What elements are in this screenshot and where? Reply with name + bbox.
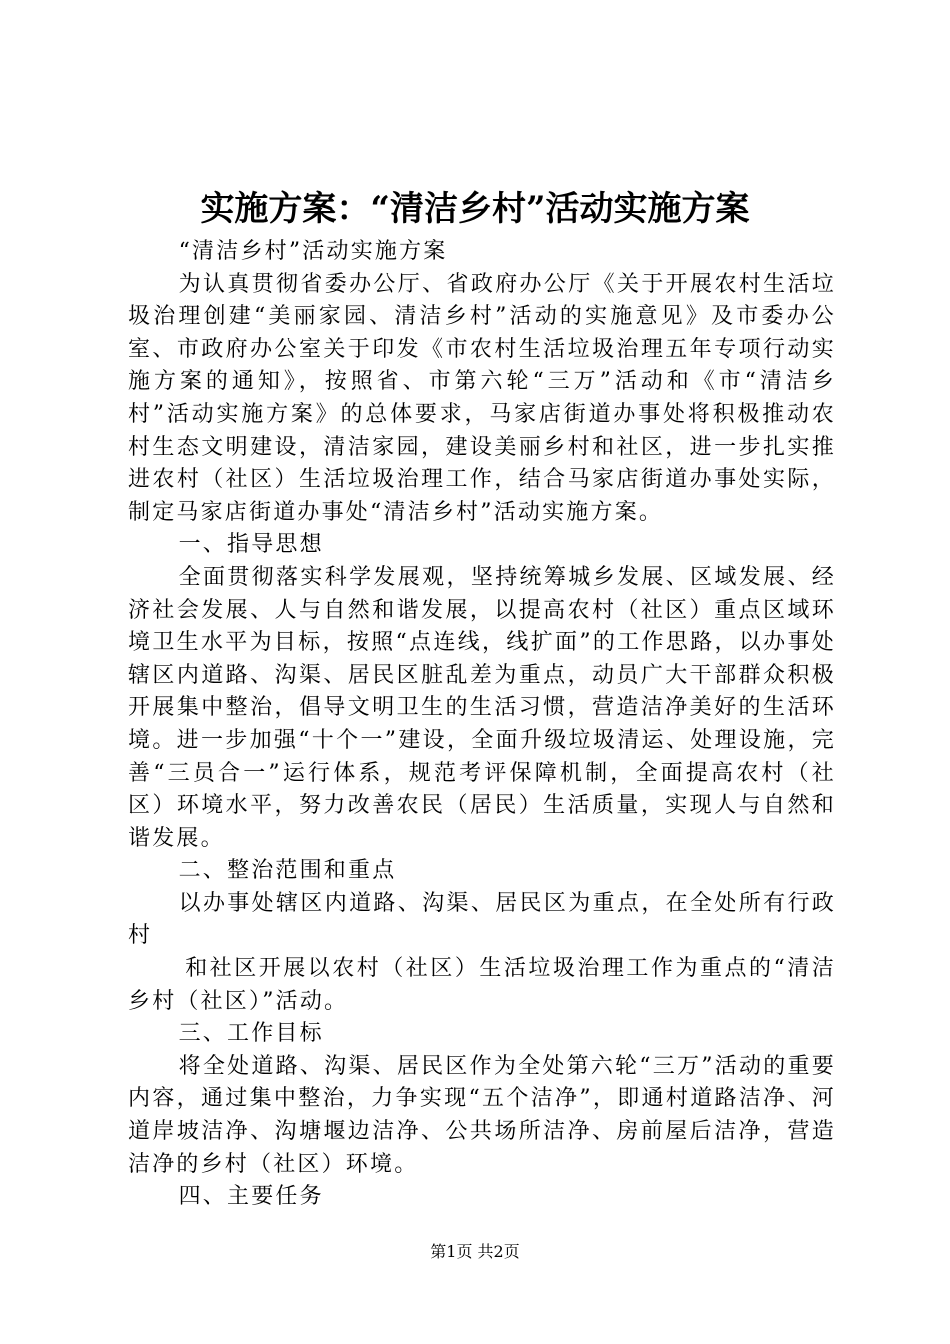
goals-paragraph: 将全处道路、沟渠、居民区作为全处第六轮“三万”活动的重要内容，通过集中整治，力争实现“五个洁净”，即通村道路洁净、河道岸坡洁净、沟塘堰边洁净、公共场所洁净、房前屋后洁净，营造洁净的乡村（社区）环境。 xyxy=(128,1053,836,1177)
document-title: 实施方案：“清洁乡村”活动实施方案 xyxy=(200,189,750,229)
section-heading-main-tasks: 四、主要任务 xyxy=(178,1184,324,1210)
document-subtitle: “清洁乡村”活动实施方案 xyxy=(178,239,448,264)
intro-paragraph: 为认真贯彻省委办公厅、省政府办公厅《关于开展农村生活垃圾治理创建“美丽家园、清洁乡村”活动的实施意见》及市委办公室、市政府办公室关于印发《市农村生活垃圾治理五年专项行动实施方案的通知》，按照省、市第六轮“三万”活动和《市“清洁乡村”活动实施方案》的总体要求，马家店街道办事处将积极推动农村生态文明建设，清洁家园，建设美丽乡村和社区，进一步扎实推进农村（社区）生活垃圾治理工作，结合马家店街道办事处实际，制定马家店街道办事处“清洁乡村”活动实施方案。 xyxy=(128,271,836,525)
document-body xyxy=(128,236,836,1214)
page-footer: 第1页 共2页 xyxy=(430,1242,520,1261)
scope-paragraph-part-2: 和社区开展以农村（社区）生活垃圾治理工作为重点的“清洁乡村（社区）”活动。 xyxy=(128,956,836,1014)
scope-paragraph-part-1: 以办事处辖区内道路、沟渠、居民区为重点，在全处所有行政村 xyxy=(128,890,836,949)
section-heading-scope: 二、整治范围和重点 xyxy=(178,858,397,884)
section-heading-goals: 三、工作目标 xyxy=(178,1021,324,1047)
section-heading-guiding-ideology: 一、指导思想 xyxy=(178,532,324,558)
guiding-ideology-paragraph: 全面贯彻落实科学发展观，坚持统筹城乡发展、区域发展、经济社会发展、人与自然和谐发展，以提高农村（社区）重点区域环境卫生水平为目标，按照“点连线，线扩面”的工作思路，以办事处辖区内道路、沟渠、居民区脏乱差为重点，动员广大干部群众积极开展集中整治，倡导文明卫生的生活习惯，营造洁净美好的生活环境。进一步加强“十个一”建设，全面升级垃圾清运、处理设施，完善“三员合一”运行体系，规范考评保障机制，全面提高农村（社区）环境水平，努力改善农民（居民）生活质量，实现人与自然和谐发展。 xyxy=(128,564,836,851)
